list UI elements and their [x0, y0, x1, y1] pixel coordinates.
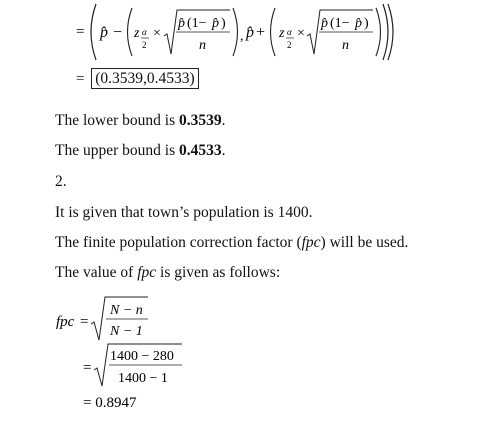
lower-bound-value: 0.3539 — [178, 112, 222, 129]
comma: , — [240, 29, 244, 44]
phat-c: p̂ — [321, 16, 328, 31]
population-line: It is given that town’s population is 1400. — [55, 204, 313, 221]
alpha-1: α — [142, 27, 147, 37]
fpc-lhs: fpc — [56, 314, 75, 330]
fpc-usage-end: ) will be used. — [320, 234, 409, 251]
two-2: 2 — [287, 40, 292, 50]
fpc-den-1: N − 1 — [110, 324, 143, 339]
alpha-2: α — [287, 27, 292, 37]
fpc-value-start: The value of — [55, 264, 138, 281]
lower-bound-line — [55, 112, 225, 130]
outer-right-paren-a — [383, 4, 388, 60]
lower-bound-end: . — [221, 112, 226, 129]
phat-d: p̂ — [355, 16, 362, 31]
z-1: z — [134, 26, 140, 41]
fpc-eq-2: = — [83, 360, 92, 376]
ci-result-eq: = — [76, 71, 85, 87]
one-minus-b: (1− — [330, 16, 350, 31]
p-hat-1: p̂ — [100, 24, 108, 41]
inner-right-paren-2 — [376, 8, 381, 56]
two-1: 2 — [142, 40, 147, 50]
upper-bound-line — [55, 142, 225, 160]
inner-left-paren-2 — [271, 8, 276, 56]
inner-right-paren-1 — [233, 8, 238, 56]
fpc-den-2: 1400 − 1 — [118, 371, 168, 386]
upper-bound-value: 0.4533 — [178, 142, 222, 159]
upper-bound-end: . — [221, 142, 226, 159]
fpc-result: = 0.8947 — [83, 395, 137, 411]
fpc-value-end: is given as follows: — [156, 264, 281, 281]
p-hat-2: p̂ — [246, 24, 254, 41]
n-2: n — [342, 38, 349, 53]
phat-b: p̂ — [212, 16, 219, 31]
part-number: 2. — [55, 173, 67, 190]
phat-a: p̂ — [178, 16, 185, 31]
fpc-abbrev: fpc — [301, 234, 321, 251]
lower-bound-label: The lower bound is — [55, 112, 179, 129]
ci-result-row — [76, 69, 199, 89]
one-minus-a: (1− — [187, 16, 207, 31]
minus-sign: − — [113, 24, 123, 41]
fpc-formula — [0, 290, 479, 430]
ci-result-box: (0.3539,0.4533) — [91, 68, 198, 89]
z-2: z — [279, 26, 285, 41]
inner-left-paren-1 — [128, 8, 133, 56]
fpc-usage-line — [55, 234, 408, 252]
plus-sign: + — [256, 24, 266, 41]
fpc-usage-start: The finite population correction factor ( — [55, 234, 302, 251]
ci-eq: = — [76, 24, 85, 40]
close-a: ) — [221, 16, 226, 31]
times-1: × — [153, 26, 161, 41]
n-1: n — [199, 38, 206, 53]
ci-formula — [0, 0, 479, 64]
fpc-value-abbrev: fpc — [137, 264, 157, 281]
fpc-eq-1: = — [80, 314, 89, 330]
fpc-value-intro — [55, 264, 280, 282]
fpc-num-1: N − n — [110, 303, 143, 318]
outer-right-paren-b — [388, 4, 393, 60]
close-b: ) — [364, 16, 369, 31]
times-2: × — [297, 26, 305, 41]
outer-left-paren — [91, 4, 96, 60]
upper-bound-label: The upper bound is — [55, 142, 179, 159]
fpc-num-2: 1400 − 280 — [110, 349, 174, 364]
